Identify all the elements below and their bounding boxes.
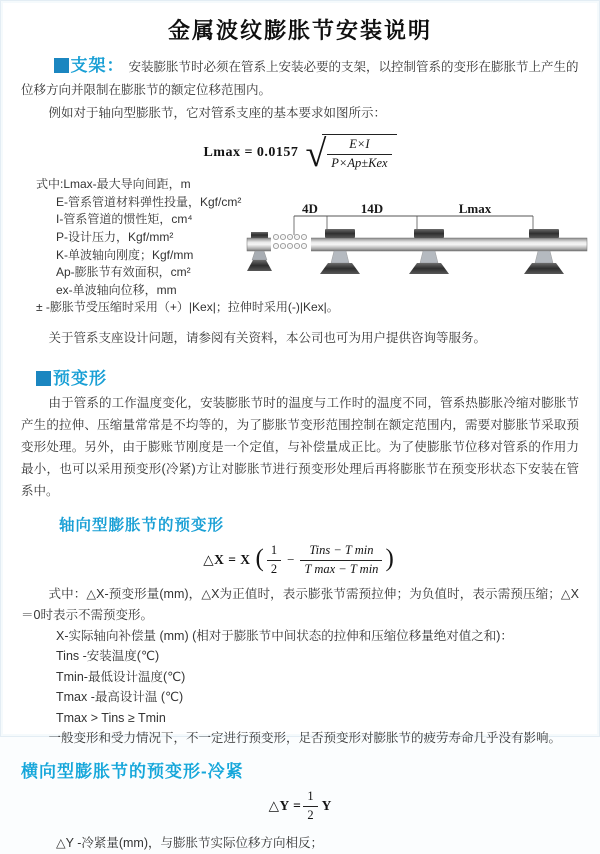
formula-lmax-denominator: P×Ap±Kex [327, 154, 391, 172]
predeform-section-heading [36, 364, 579, 389]
definition-line: ex-单波轴向位移，mm [56, 282, 177, 297]
axial-item: Tmax -最高设计温 (℃) [56, 690, 184, 704]
support-section-heading: 支架： [70, 56, 125, 75]
half-numerator: 1 [270, 543, 278, 558]
definition-line: I-管系管道的惯性矩，cm⁴ [56, 212, 193, 227]
guide-support [524, 229, 564, 274]
guide-support [320, 229, 360, 274]
support-example-text: 例如对于轴向型膨胀节，它对管系支座的基本要求如图所示： [48, 106, 387, 120]
section-square-icon [54, 58, 69, 73]
axial-item: Tins -安装温度(℃) [56, 649, 160, 663]
axial-item: Tmax > Tins ≥ Tmin [56, 710, 166, 725]
formula-dy-lhs: △Y = [268, 798, 302, 814]
formula-delta-x [1, 543, 599, 577]
sqrt-sign-icon: √ [305, 132, 327, 175]
formula-lmax-numerator: E×I [349, 137, 370, 151]
half-denominator: 2 [303, 806, 317, 824]
formula-dy-rhs: Y [321, 798, 332, 814]
right-paren: ) [385, 544, 394, 572]
temperature-fraction [300, 543, 382, 577]
definition-line: P-设计压力，Kgf/mm² [56, 230, 174, 245]
axial-explain-paragraph: 式中：△X-预变形量(mm)，△X为正值时，表示膨张节需预拉伸；为负值时，表示需预压缩；△X＝0时表示不需预变形。 [21, 586, 579, 622]
radical-group [305, 132, 396, 175]
support-intro-paragraph [21, 54, 579, 102]
radicand [322, 134, 396, 171]
formula-dx-prefix: △X = X [203, 552, 251, 568]
pipe-support-diagram [247, 202, 595, 286]
lateral-note-text: △Y -冷紧量(mm)，与膨胀节实际位移方向相反； [56, 836, 324, 851]
page-title: 金属波纹膨胀节安装说明 [167, 18, 432, 43]
predeform-paragraph: 由于管系的工作温度变化，安装膨胀节时的温度与工作时的温度不同，管系热膨胀冷缩对膨胀节产生的拉伸、压缩量常常是不均等的，为了膨胀节变形范围控制在额定范围内，需要对膨胀节采取预变形处理。另外，由于膨账节刚度是一个定值，与补偿量成正比。为了使膨胀节位移对管系的作用力最小，也可以采用预变形(冷紧)方让对膨胀节进行预变形处理后再将膨胀节在预变形状态下安装在管系中。 [21, 396, 579, 499]
predeform-heading-label: 预变形 [53, 369, 107, 389]
left-paren: ( [255, 544, 264, 572]
support-note-text: 关于管系支座设计问题，请参阅有关资料，本公司也可为用户提供咨询等服务。 [48, 331, 487, 346]
formula-lmax [1, 132, 599, 175]
bellows-icon [271, 235, 311, 254]
half-fraction [267, 543, 281, 577]
definition-line: K-单波轴向刚度；Kgf/mm [56, 247, 194, 262]
section-square-icon [36, 371, 51, 386]
definition-line: E-管系管道材料弹性投量，Kgf/cm² [56, 194, 242, 209]
lateral-subsection-heading: 横向型膨胀节的预变形-冷紧 [21, 762, 244, 781]
axial-item: X-实际轴向补偿量 (mm) (相对于膨胀节中间状态的拉伸和压缩位移量绝对值之和)： [56, 628, 513, 643]
dim-label-4d: 4D [302, 201, 318, 217]
guide-support [409, 229, 449, 274]
definition-line: 式中:Lmax-最大导向间距，m [36, 177, 191, 192]
temp-denominator: T max − T min [300, 560, 382, 578]
axial-subsection-heading: 轴向型膨胀节的预变形 [59, 517, 225, 535]
dim-label-lmax: Lmax [458, 201, 492, 217]
half-fraction [303, 789, 317, 823]
temp-numerator: Tins − T min [309, 543, 374, 558]
definition-line: ± -膨胀节受压缩时采用（+）|Kex|；拉伸时采用(-)|Kex|。 [36, 300, 339, 315]
minus-operator: − [287, 552, 295, 568]
definitions-and-diagram [1, 176, 599, 324]
half-denominator: 2 [267, 560, 281, 578]
formula-delta-y [1, 789, 599, 823]
support-intro-text: 安装膨胀节时必须在管系上安装必要的支架，以控制管系的变形在膨胀节上产生的位移方向并限制在膨胀节的额定位移范围内。 [21, 60, 579, 97]
half-numerator: 1 [307, 789, 314, 803]
definition-line: Ap-膨胀节有效面积，cm² [56, 265, 191, 280]
axial-item: Tmin-最低设计温度(℃) [56, 669, 186, 684]
formula-lmax-lhs: Lmax = 0.0157 [203, 144, 299, 160]
axial-closing-text: 一般变形和受力情况下，不一定进行预变形，足否预变形对膨胀节的疲劳寿命几乎没有影响。 [48, 731, 562, 745]
dim-label-14d: 14D [360, 201, 384, 217]
formula-lmax-fraction [327, 137, 391, 171]
